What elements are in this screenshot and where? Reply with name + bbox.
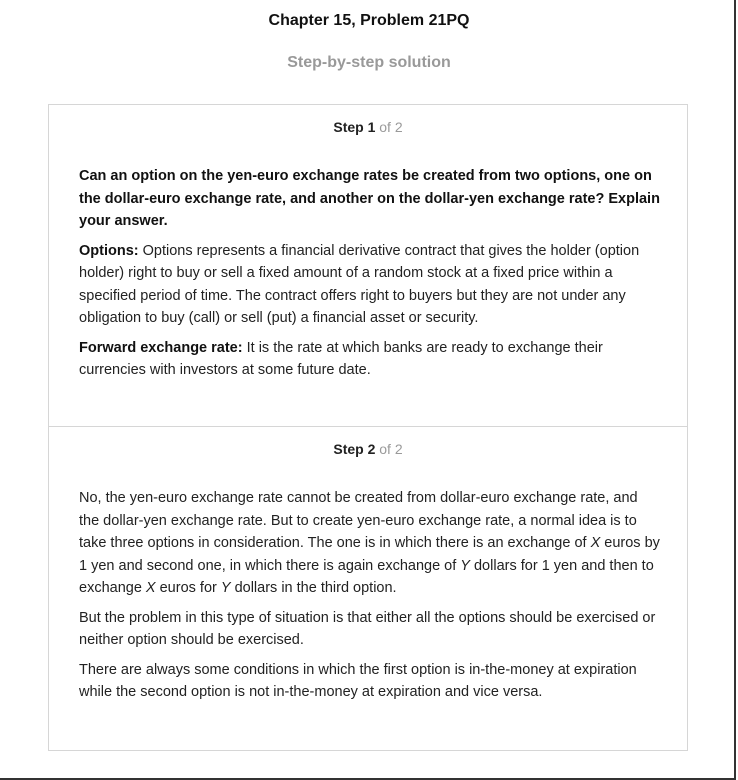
variable-y: Y xyxy=(220,580,231,596)
variable-x: X xyxy=(145,580,156,596)
answer-text-4: euros for xyxy=(155,580,221,596)
forward-rate-definition xyxy=(79,337,661,382)
forward-rate-text: It is the rate at which banks are ready to exchange their currencies with investors at some future date. xyxy=(79,339,603,378)
answer-text-5: dollars in the third option. xyxy=(230,580,397,596)
step-2-label: Step 2 xyxy=(333,441,376,457)
step-2-header xyxy=(49,441,687,457)
options-text: Options represents a financial derivative contract that gives the holder (option holder) right to buy or sell a fixed amount of a random stock at a fixed price within a specified period of time. The contract offers right to buyers but they are not under any obligation to buy (call) or sell (put) a financial asset or security. xyxy=(79,242,640,326)
answer-text-1: No, the yen-euro exchange rate cannot be created from dollar-euro exchange rate, and the dollar-yen exchange rate. But to create yen-euro exchange rate, a normal idea is to take three options in consideration. The one is in which there is an exchange of xyxy=(79,490,638,551)
page-title: Chapter 15, Problem 21PQ xyxy=(268,12,470,29)
forward-rate-term: Forward exchange rate: xyxy=(79,339,243,356)
options-term: Options: xyxy=(79,242,139,259)
step-1-section xyxy=(49,105,687,427)
question-text: Can an option on the yen-euro exchange rates be created from two options, one on the dollar-euro exchange rate, and another on the dollar-yen exchange rate? Explain your answer. xyxy=(79,168,660,229)
answer-text-2: euros by 1 yen and second one, in which there is again exchange of xyxy=(79,535,660,574)
page-subtitle: Step-by-step solution xyxy=(287,54,451,71)
answer-text-3: dollars for 1 yen and then to exchange xyxy=(79,557,654,596)
answer-paragraph-2: But the problem in this type of situation is that either all the options should be exercised or neither option should be exercised. xyxy=(79,609,656,648)
step-1-header xyxy=(49,119,687,135)
step-1-body xyxy=(79,165,661,389)
step-1-label: Step 1 xyxy=(333,119,376,135)
solution-card xyxy=(48,104,688,751)
step-2-count: of 2 xyxy=(375,441,403,457)
options-definition xyxy=(79,240,661,330)
step-2-body xyxy=(79,487,661,711)
variable-x: X xyxy=(590,535,601,551)
variable-y: Y xyxy=(460,557,470,574)
answer-paragraph-1 xyxy=(79,487,661,600)
step-1-count: of 2 xyxy=(375,119,403,135)
step-2-section xyxy=(49,427,687,750)
answer-paragraph-3: There are always some conditions in which the first option is in-the-money at expiration while the second option is not in-the-money at expiration and vice versa. xyxy=(79,661,637,700)
